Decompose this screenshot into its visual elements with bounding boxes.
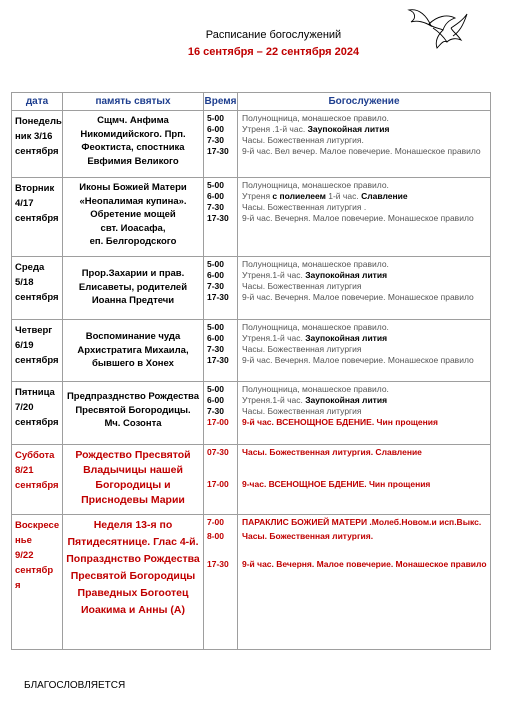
schedule-dates: 16 сентября – 22 сентября 2024 [187,46,360,58]
time-cell: 5-00 6-00 7-30 17-30 [204,111,238,178]
time-cell: 5-00 6-00 7-30 17-00 [204,382,238,445]
service-cell: Полунощница, монашеское правило. Утреня .1-й час. Заупокойная лития Часы. Божественная литургия. 9-й час. Вел вечер. Малое повечерие. Монашеское правило [238,111,491,178]
saint-cell: Прор.Захарии и прав. Елисаветы, родителей Иоанна Предтечи [63,257,204,320]
day-cell: Четверг 6/19 сентября [12,320,63,382]
saint-cell: Иконы Божией Матери «Неопалимая купина». Обретение мощей свт. Иоасафа, еп. Белгородского [63,178,204,257]
doves-icon [407,6,469,52]
day-cell: Понедель ник 3/16 сентября [12,111,63,178]
table-row [12,111,491,178]
saint-cell: Предпразднство Рождества Пресвятой Богородицы. Мч. Созонта [63,382,204,445]
time-cell: 07-30 17-00 [204,445,238,515]
service-cell: ПАРАКЛИС БОЖИЕЙ МАТЕРИ .Молеб.Новом.и исп.Выкс. Часы. Божественная литургия. 9-й час. Вечерня. Малое повечерие. Монашеское правило [238,515,491,650]
day-cell: Пятница 7/20 сентября [12,382,63,445]
table-row [12,445,491,515]
service-cell: Полунощница, монашеское правило. Утреня с полиелеем 1-й час. Славление Часы. Божественная литургия . 9-й час. Вечерня. Малое повечерие. Монашеское правило [238,178,491,257]
day-cell: Воскресе нье 9/22 сентябр я [12,515,63,650]
table-row [12,515,491,650]
table-row [12,382,491,445]
day-cell: Суббота 8/21 сентября [12,445,63,515]
saint-cell: Воспоминание чуда Архистратига Михаила, бывшего в Хонех [63,320,204,382]
table-row [12,320,491,382]
service-cell: Часы. Божественная литургия. Славление 9-час. ВСЕНОЩНОЕ БДЕНИЕ. Чин прощения [238,445,491,515]
header-saints: память святых [63,93,204,111]
service-cell: Полунощница, монашеское правило. Утреня.1-й час. Заупокойная лития Часы. Божественная литургия 9-й час. Вечерня. Малое повечерие. Монашеское правило [238,320,491,382]
footer-blessing: БЛАГОСЛОВЛЯЕТСЯ [24,680,126,691]
day-cell: Вторник 4/17 сентября [12,178,63,257]
time-cell: 7-00 8-00 17-30 [204,515,238,650]
saint-cell: Неделя 13-я по Пятидесятнице. Глас 4-й. Попразднство Рождества Пресвятой Богородицы Праведных Богоотец Иоакима и Анны (А) [63,515,204,650]
saint-cell: Сщмч. Анфима Никомидийского. Прп. Феоктиста, спостника Евфимия Великого [63,111,204,178]
time-cell: 5-00 6-00 7-30 17-30 [204,257,238,320]
day-cell: Среда 5/18 сентября [12,257,63,320]
time-cell: 5-00 6-00 7-30 17-30 [204,320,238,382]
table-row [12,257,491,320]
schedule-title: Расписание богослужений [205,29,342,41]
header-date: дата [12,93,63,111]
table-row [12,178,491,257]
table-header [12,93,491,111]
header-time: Время [204,93,238,111]
service-cell: Полунощница, монашеское правило. Утреня.1-й час. Заупокойная лития Часы. Божественная литургия 9-й час. Вечерня. Малое повечерие. Монашеское правило [238,257,491,320]
service-cell: Полунощница, монашеское правило. Утреня.1-й час. Заупокойная лития Часы. Божественная литургия 9-й час. ВСЕНОЩНОЕ БДЕНИЕ. Чин прощения [238,382,491,445]
saint-cell: Рождество Пресвятой Владычицы нашей Богородицы и Приснодевы Марии [63,445,204,515]
time-cell: 5-00 6-00 7-30 17-30 [204,178,238,257]
schedule-table [11,92,491,650]
header-service: Богослужение [238,93,491,111]
